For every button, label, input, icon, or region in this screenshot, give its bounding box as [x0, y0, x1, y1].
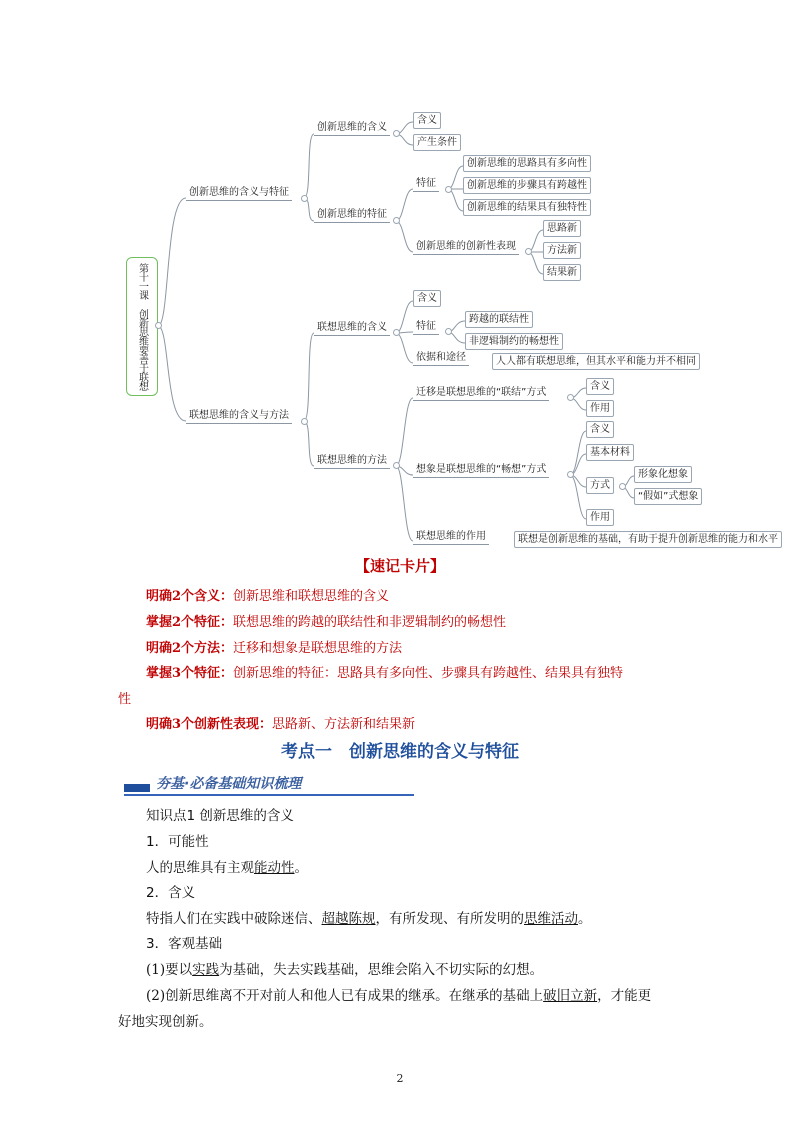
node-associative-methods[interactable]: 联想思维的方法	[314, 454, 390, 469]
node-associative-meaning-methods[interactable]: 联想思维的含义与方法	[186, 409, 292, 424]
mind-map-root[interactable]	[126, 257, 158, 396]
card-line: 明确2个含义：创新思维和联想思维的含义	[146, 589, 390, 604]
node-way-item[interactable]: “假如”式想象	[634, 488, 702, 505]
node-meaning[interactable]: 含义	[413, 290, 441, 307]
paragraph: (1)要以实践为基础，失去实践基础，思维会陷入不切实际的幻想。	[146, 962, 544, 978]
collapse-toggle[interactable]	[301, 195, 308, 202]
node-imagine[interactable]: 想象是联想思维的“畅想”方式	[413, 463, 549, 478]
collapse-toggle[interactable]	[393, 130, 400, 137]
node-conditions[interactable]: 产生条件	[413, 134, 461, 151]
node-transfer[interactable]: 迁移是联想思维的“联结”方式	[413, 386, 549, 401]
node-trait-item[interactable]: 非逻辑制约的畅想性	[465, 333, 563, 350]
node-transfer-item[interactable]: 含义	[586, 378, 614, 395]
node-creative-meaning[interactable]: 创新思维的含义	[314, 121, 390, 136]
node-role-detail[interactable]: 联想是创新思维的基础，有助于提升创新思维的能力和水平	[514, 531, 782, 548]
paragraph: 特指人们在实践中破除迷信、超越陈规，有所发现、有所发明的思维活动。	[146, 911, 592, 927]
node-associative-meaning[interactable]: 联想思维的含义	[314, 321, 390, 336]
card-line: 明确2个方法：迁移和想象是联想思维的方法	[146, 641, 403, 656]
node-basis-detail[interactable]: 人人都有联想思维，但其水平和能力并不相同	[492, 353, 700, 370]
banner-bar	[124, 784, 150, 792]
collapse-toggle[interactable]	[619, 483, 626, 490]
node-trait-item[interactable]: 创新思维的结果具有独特性	[463, 199, 591, 216]
node-trait[interactable]: 特征	[413, 320, 439, 335]
node-manifest[interactable]: 创新思维的创新性表现	[413, 240, 519, 255]
node-transfer-item[interactable]: 作用	[586, 400, 614, 417]
collapse-toggle[interactable]	[567, 394, 574, 401]
paragraph: 人的思维具有主观能动性。	[146, 860, 308, 876]
collapse-toggle[interactable]	[393, 217, 400, 224]
node-imagine-item[interactable]: 含义	[586, 421, 614, 438]
node-manifest-item[interactable]: 思路新	[543, 220, 581, 237]
collapse-toggle[interactable]	[301, 418, 308, 425]
node-imagine-item[interactable]: 基本材料	[586, 444, 634, 461]
collapse-toggle[interactable]	[445, 186, 452, 193]
card-line-wrap: 性	[118, 692, 132, 707]
root-label: 第十一课 创新思维要善于联想	[136, 263, 148, 390]
node-trait-item[interactable]: 跨越的联结性	[465, 311, 533, 328]
heading-meaning: 2．含义	[146, 885, 196, 901]
node-meaning[interactable]: 含义	[413, 112, 441, 129]
knowledge-point-title: 知识点1 创新思维的含义	[146, 808, 294, 824]
node-creative-meaning-features[interactable]: 创新思维的含义与特征	[186, 186, 292, 201]
section-banner	[124, 772, 414, 796]
collapse-toggle[interactable]	[393, 462, 400, 469]
paragraph: (2)创新思维离不开对前人和他人已有成果的继承。在继承的基础上破旧立新，才能更	[146, 988, 652, 1004]
banner-text: 夯基·必备基础知识梳理	[156, 776, 302, 792]
collapse-toggle[interactable]	[393, 329, 400, 336]
mind-map	[0, 0, 800, 560]
heading-possibility: 1．可能性	[146, 834, 209, 850]
node-trait-item[interactable]: 创新思维的步骤具有跨越性	[463, 177, 591, 194]
paragraph-wrap: 好地实现创新。	[118, 1014, 213, 1030]
card-line: 掌握2个特征：联想思维的跨越的联结性和非逻辑制约的畅想性	[146, 615, 507, 630]
node-creative-features[interactable]: 创新思维的特征	[314, 208, 390, 223]
node-role[interactable]: 联想思维的作用	[413, 530, 489, 545]
card-line: 掌握3个特征：创新思维的特征：思路具有多向性、步骤具有跨越性、结果具有独特	[146, 666, 624, 681]
node-trait[interactable]: 特征	[413, 177, 439, 192]
collapse-toggle[interactable]	[567, 471, 574, 478]
collapse-toggle[interactable]	[155, 322, 162, 329]
node-basis[interactable]: 依据和途径	[413, 351, 469, 366]
collapse-toggle[interactable]	[525, 248, 532, 255]
node-trait-item[interactable]: 创新思维的思路具有多向性	[463, 155, 591, 172]
heading-basis: 3．客观基础	[146, 936, 223, 952]
card-title: 【速记卡片】	[354, 557, 445, 575]
collapse-toggle[interactable]	[445, 328, 452, 335]
card-line: 明确3个创新性表现：思路新、方法新和结果新	[146, 717, 416, 732]
section-title: 考点一 创新思维的含义与特征	[281, 742, 519, 762]
node-way-item[interactable]: 形象化想象	[634, 466, 692, 483]
node-manifest-item[interactable]: 结果新	[543, 264, 581, 281]
node-imagine-item[interactable]: 方式	[586, 477, 614, 494]
node-imagine-item[interactable]: 作用	[586, 509, 614, 526]
node-manifest-item[interactable]: 方法新	[543, 242, 581, 259]
page-number: 2	[396, 1072, 404, 1085]
